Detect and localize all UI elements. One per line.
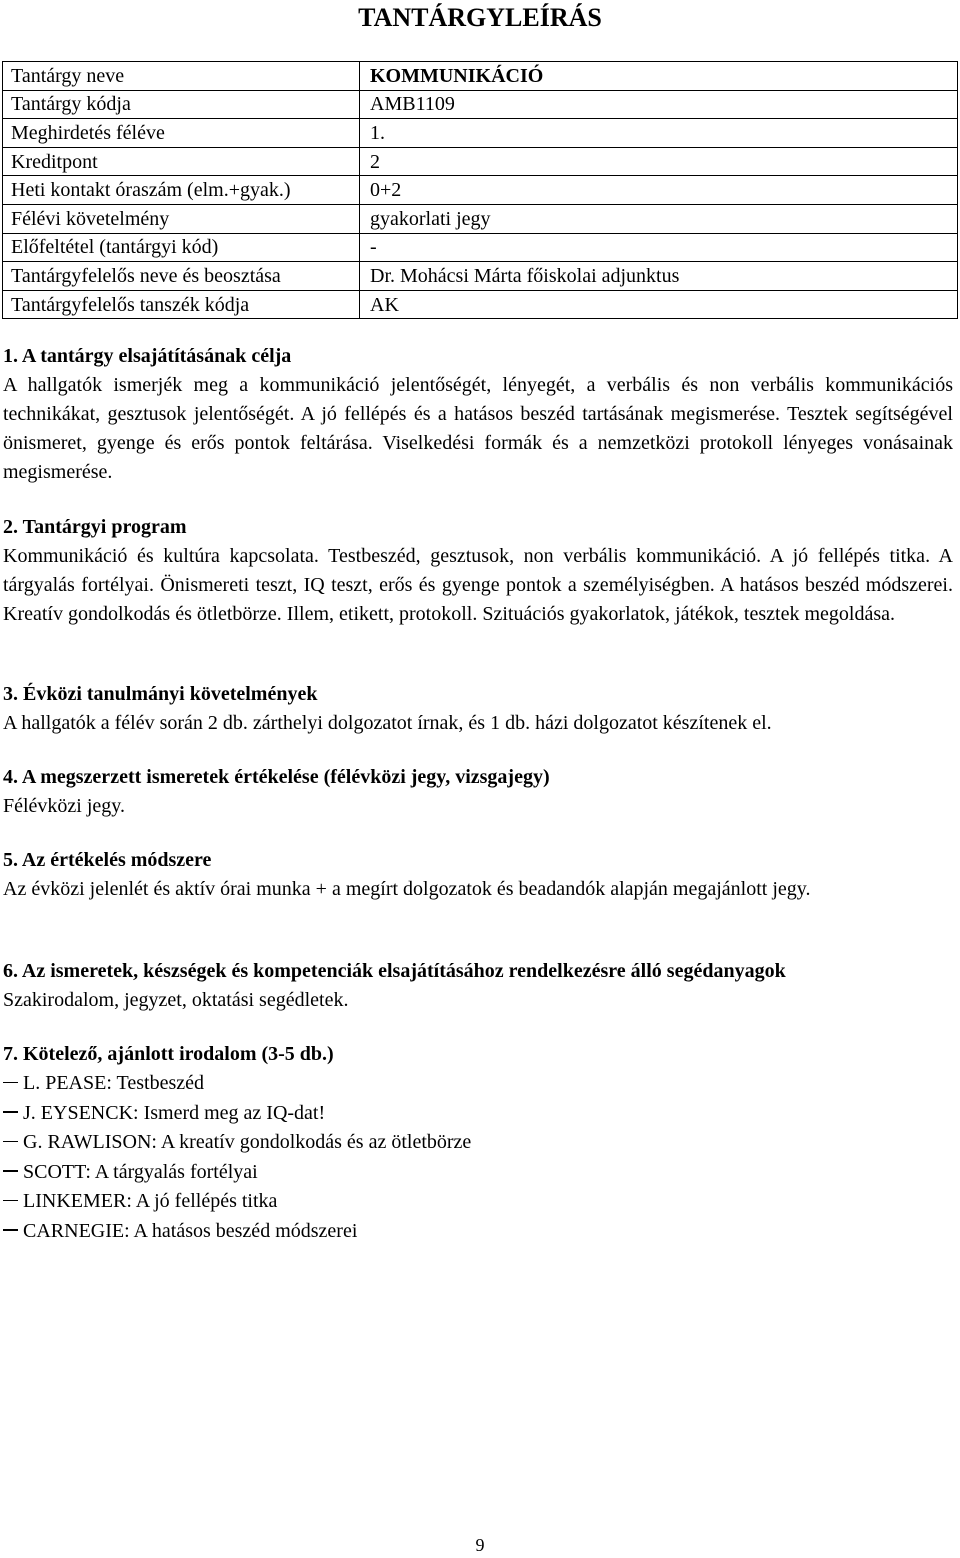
responsible-label: Tantárgyfelelős neve és beosztása [3,262,360,291]
credit-value: 2 [360,147,958,176]
section-literature [3,1040,953,1246]
section-body: Félévközi jegy. [3,795,126,817]
section-evaluation [3,763,953,821]
literature-item: LINKEMER: A jó fellépés titka [23,1190,278,1212]
weekly-hours-label: Heti kontakt óraszám (elm.+gyak.) [3,176,360,205]
section-body: Az évközi jelenlét és aktív órai munka + a megírt dolgozatok és beadandók alapján megajánlott jegy. [3,878,811,900]
weekly-hours-value: 0+2 [360,176,958,205]
semester-value: 1. [360,119,958,148]
department-label: Tantárgyfelelős tanszék kódja [3,290,360,319]
requirement-value: gyakorlati jegy [360,204,958,233]
section-body: A hallgatók a félév során 2 db. zárthelyi dolgozatot írnak, és 1 db. házi dolgozatot készítenek el. [3,712,772,734]
department-value: AK [360,290,958,319]
section-heading: 7. Kötelező, ajánlott irodalom (3-5 db.) [3,1043,334,1065]
semester-label: Meghirdetés féléve [3,119,360,148]
section-heading: 5. Az értékelés módszere [3,849,212,871]
table-row [3,119,958,148]
section-body: A hallgatók ismerjék meg a kommunikáció jelentőségét, lényegét, a verbális és non verbális kommunikációs technikákat, gesztusok jelentőségét. A jó fellépés és a hatásos beszéd tartásának megismerése. Tesztek segítségével önismeret, gyenge és erős pontok feltárása. Viselkedési formák és a nemzetközi protokoll lényeges vonásainak megismerése. [3,374,953,483]
section-heading: 3. Évközi tanulmányi követelmények [3,683,318,705]
section-materials [3,957,953,1015]
literature-item: L. PEASE: Testbeszéd [23,1072,204,1094]
table-row [3,233,958,262]
section-body: Szakirodalom, jegyzet, oktatási segédletek. [3,989,349,1011]
section-heading: 2. Tantárgyi program [3,516,187,538]
table-row [3,90,958,119]
list-item [3,1099,953,1129]
list-item [3,1128,953,1158]
course-name-label: Tantárgy neve [3,62,360,91]
course-info-table [2,61,958,319]
prerequisite-label: Előfeltétel (tantárgyi kód) [3,233,360,262]
section-course-program [3,513,953,629]
section-heading: 6. Az ismeretek, készségek és kompetenciák elsajátításához rendelkezésre álló segédanyagok [3,960,786,982]
credit-label: Kreditpont [3,147,360,176]
list-item [3,1217,953,1247]
table-row [3,62,958,91]
dash-bullet [3,1111,18,1113]
course-code-label: Tantárgy kódja [3,90,360,119]
dash-bullet [3,1082,18,1084]
dash-bullet [3,1141,18,1143]
dash-bullet [3,1229,18,1231]
section-body: Kommunikáció és kultúra kapcsolata. Testbeszéd, gesztusok, non verbális kommunikáció. A jó fellépés titka. A tárgyalás fortélyai. Önismereti teszt, IQ teszt, erős és gyenge pontok a személyiségben. A hatásos beszéd módszerei. Kreatív gondolkodás és ötletbörze. Illem, etikett, protokoll. Szituációs gyakorlatok, játékok, tesztek megoldása. [3,545,953,625]
course-code-value: AMB1109 [360,90,958,119]
page-title: TANTÁRGYLEÍRÁS [358,3,602,32]
table-row [3,262,958,291]
section-heading: 1. A tantárgy elsajátításának célja [3,345,292,367]
responsible-value: Dr. Mohácsi Márta főiskolai adjunktus [360,262,958,291]
list-item [3,1069,953,1099]
section-course-goal [3,342,953,487]
dash-bullet [3,1200,18,1202]
dash-bullet [3,1170,18,1172]
section-requirements [3,680,953,738]
literature-item: J. EYSENCK: Ismerd meg az IQ-dat! [23,1101,326,1124]
table-row [3,204,958,233]
page-number: 9 [475,1535,485,1555]
literature-item: G. RAWLISON: A kreatív gondolkodás és az ötletbörze [23,1131,472,1153]
list-item [3,1158,953,1188]
table-row [3,147,958,176]
literature-item: SCOTT: A tárgyalás fortélyai [23,1160,258,1183]
prerequisite-value: - [360,233,958,262]
requirement-label: Félévi követelmény [3,204,360,233]
section-heading: 4. A megszerzett ismeretek értékelése (félévközi jegy, vizsgajegy) [3,766,550,788]
table-row [3,290,958,319]
literature-item: CARNEGIE: A hatásos beszéd módszerei [23,1219,358,1242]
table-row [3,176,958,205]
course-name-value: KOMMUNIKÁCIÓ [360,62,958,91]
literature-list [3,1069,953,1246]
section-evaluation-method [3,846,953,904]
list-item [3,1187,953,1217]
